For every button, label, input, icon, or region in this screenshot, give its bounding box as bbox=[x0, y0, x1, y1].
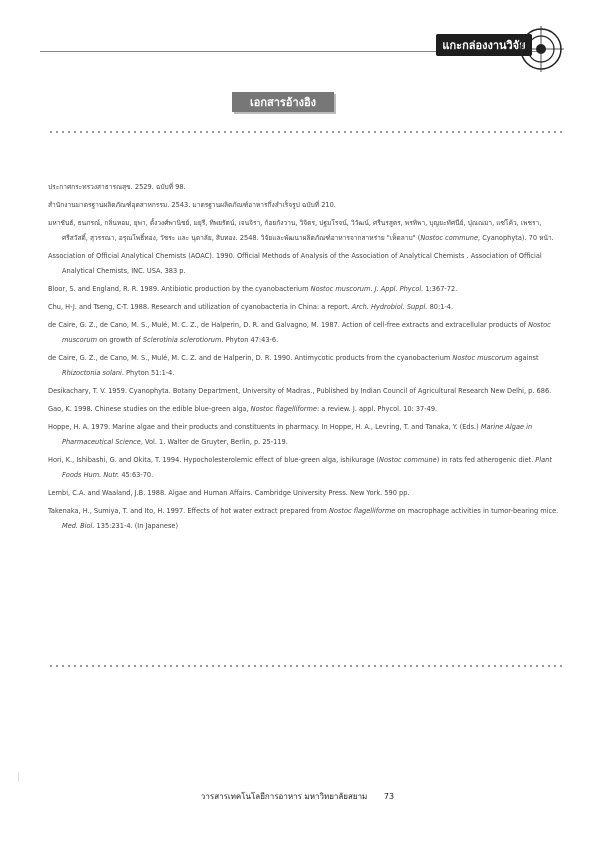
reference-entry bbox=[48, 300, 568, 315]
reference-text: . bbox=[370, 285, 375, 293]
reference-entry bbox=[48, 486, 568, 501]
reference-text: 45:63-70. bbox=[119, 471, 154, 479]
reference-entry bbox=[48, 318, 568, 348]
reference-text: . Phyton 51:1-4. bbox=[121, 369, 175, 377]
reference-italic-text: Nostoc muscorum bbox=[62, 321, 551, 344]
reference-italic-text: J. Appl. Phycol. bbox=[374, 285, 424, 293]
reference-text: 135:231-4. (In Japanese) bbox=[94, 522, 179, 530]
reference-text: สำนักงานมาตรฐานผลิตภัณฑ์อุตสาหกรรม. 2543. มาตรฐานผลิตภัณฑ์อาหารกึ่งสำเร็จรูป ฉบับที่ 210. bbox=[48, 201, 336, 209]
reference-entry bbox=[48, 453, 568, 483]
reference-text: : a review. J. appl. Phycol. 10: 37-49. bbox=[316, 405, 438, 413]
reference-italic-text: Nostoc muscorum bbox=[452, 354, 513, 362]
reference-entry bbox=[48, 504, 568, 534]
reference-text: Takenaka, H., Sumiya, T. and Ito, H. 1997. Effects of hot water extract prepared from bbox=[48, 507, 329, 515]
reference-text: มหาชันธ์, ธนภรณ์, กลิ่นหอม, ยุพา, ตั้งวงศ์พานิชย์, มยุรี, ทิพยรัตน์, เจนจิรา, ก้อยกังวาน, วิจิตร, ปฐมโรจน์, วิวัฒน์, ศรีนรสูตร, พรทิพา, บุญยะทัศนีย์, ปุณณมา, แซ่โค้ว, เพชรา, ศรีสวัสดิ์, สุวรรณา, อรุณโพธิ์ทอง, วัชระ และ นุตาลัย, สิบทอง. 2548. วิจัยและพัฒนาผลิตภัณฑ์อาหารจากสาหร่าย "เห็ดลาบ" ( bbox=[48, 219, 542, 242]
reference-italic-text: Plant Foods Hum. Nutr. bbox=[62, 456, 552, 479]
reference-italic-text: Nostoc muscorum bbox=[310, 285, 371, 293]
section-title: เอกสารอ้างอิง bbox=[232, 92, 334, 112]
reference-text: 80:1-4. bbox=[427, 303, 454, 311]
page-number: 73 bbox=[383, 792, 395, 801]
reference-text: 1:367-72. bbox=[423, 285, 458, 293]
reference-italic-text: Nostoc commune bbox=[379, 456, 437, 464]
reference-text: Hori, K., Ishibashi, G. and Okita, T. 1994. Hypocholesterolemic effect of blue-green alga, ishikurage ( bbox=[48, 456, 380, 464]
target-emblem-icon bbox=[518, 26, 564, 72]
reference-text: , Cyanophyta). 70 หน้า. bbox=[478, 234, 554, 242]
reference-text: ประกาศกระทรวงสาธารณสุข. 2529. ฉบับที่ 98. bbox=[48, 183, 186, 191]
reference-text: Bloor, S. and England, R. R. 1989. Antibiotic production by the cyanobacterium bbox=[48, 285, 311, 293]
page-footer bbox=[0, 790, 595, 803]
reference-text: Hoppe, H. A. 1979. Marine algae and their products and constituents in pharmacy. In Hoppe, H. A., Levring, T. and Tanaka, Y. (Eds.) bbox=[48, 423, 481, 431]
dotted-separator-bottom bbox=[48, 664, 562, 668]
reference-text: Association of Official Analytical Chemists (AOAC). 1990. Official Methods of Analysis of the Association of Analytical Chemists . Association of Official Analytical Chemists, INC. USA. 383 p. bbox=[48, 252, 542, 275]
reference-entry bbox=[48, 282, 568, 297]
reference-text: Chu, H-J. and Tseng, C-T. 1988. Research and utilization of cyanobacteria in China: a report. bbox=[48, 303, 352, 311]
header-tab: แกะกล่องงานวิจัย bbox=[436, 34, 532, 56]
reference-text: de Caire, G. Z., de Cano, M. S., Mulé, M. C. Z., de Halperin, D. R. and Galvagno, M. 1987. Action of cell-free extracts and extracellular products of bbox=[48, 321, 529, 329]
reference-italic-text: Med. Biol. bbox=[62, 522, 95, 530]
margin-tick bbox=[18, 772, 19, 782]
reference-text: against bbox=[512, 354, 539, 362]
reference-text: , Vol. 1. Walter de Gruyter, Berlin, p. 25-119. bbox=[140, 438, 288, 446]
reference-entry bbox=[48, 420, 568, 450]
reference-italic-text: Nostoc commune bbox=[420, 234, 479, 242]
reference-text: Desikachary, T. V. 1959. Cyanophyta. Botany Department, University of Madras., Published by Indian Council of Agricultural Research New Delhi, p. 686. bbox=[48, 387, 552, 395]
reference-text: Lembi, C.A. and Waaland, J.B. 1988. Algae and Human Affairs. Cambridge University Press. New York. 590 pp. bbox=[48, 489, 410, 497]
reference-text: on growth of bbox=[97, 336, 143, 344]
reference-text: de Caire, G. Z., de Cano, M. S., Mulé, M. C. Z. and de Halperin, D. R. 1990. Antimycotic products from the cyanobacterium bbox=[48, 354, 453, 362]
footer-journal: วารสารเทคโนโลยีการอาหาร มหาวิทยาลัยสยาม bbox=[200, 792, 368, 801]
reference-entry bbox=[48, 198, 568, 213]
reference-text: Gao, K. 1998. Chinese studies on the edible blue-green alga, bbox=[48, 405, 251, 413]
reference-text: on macrophage activities in tumor-bearing mice. bbox=[395, 507, 559, 515]
reference-italic-text: Sclerotinia sclerotiorum bbox=[142, 336, 222, 344]
reference-entry bbox=[48, 351, 568, 381]
reference-entry bbox=[48, 384, 568, 399]
reference-italic-text: Arch. Hydrobiol. Suppl. bbox=[351, 303, 428, 311]
reference-text: ) in rats fed atherogenic diet. bbox=[436, 456, 536, 464]
reference-italic-text: Nostoc flagelliforme bbox=[250, 405, 317, 413]
reference-text: . Phyton 47:43-6. bbox=[221, 336, 279, 344]
reference-italic-text: Nostoc flagelliforme bbox=[328, 507, 396, 515]
reference-entry bbox=[48, 216, 568, 246]
reference-entry bbox=[48, 180, 568, 195]
reference-entry bbox=[48, 249, 568, 279]
reference-italic-text: Marine Algae in Pharmaceutical Science bbox=[62, 423, 533, 446]
reference-entry bbox=[48, 402, 568, 417]
reference-list bbox=[48, 180, 568, 537]
reference-italic-text: Rhizoctonia solani bbox=[62, 369, 122, 377]
dotted-separator-top bbox=[48, 130, 562, 134]
